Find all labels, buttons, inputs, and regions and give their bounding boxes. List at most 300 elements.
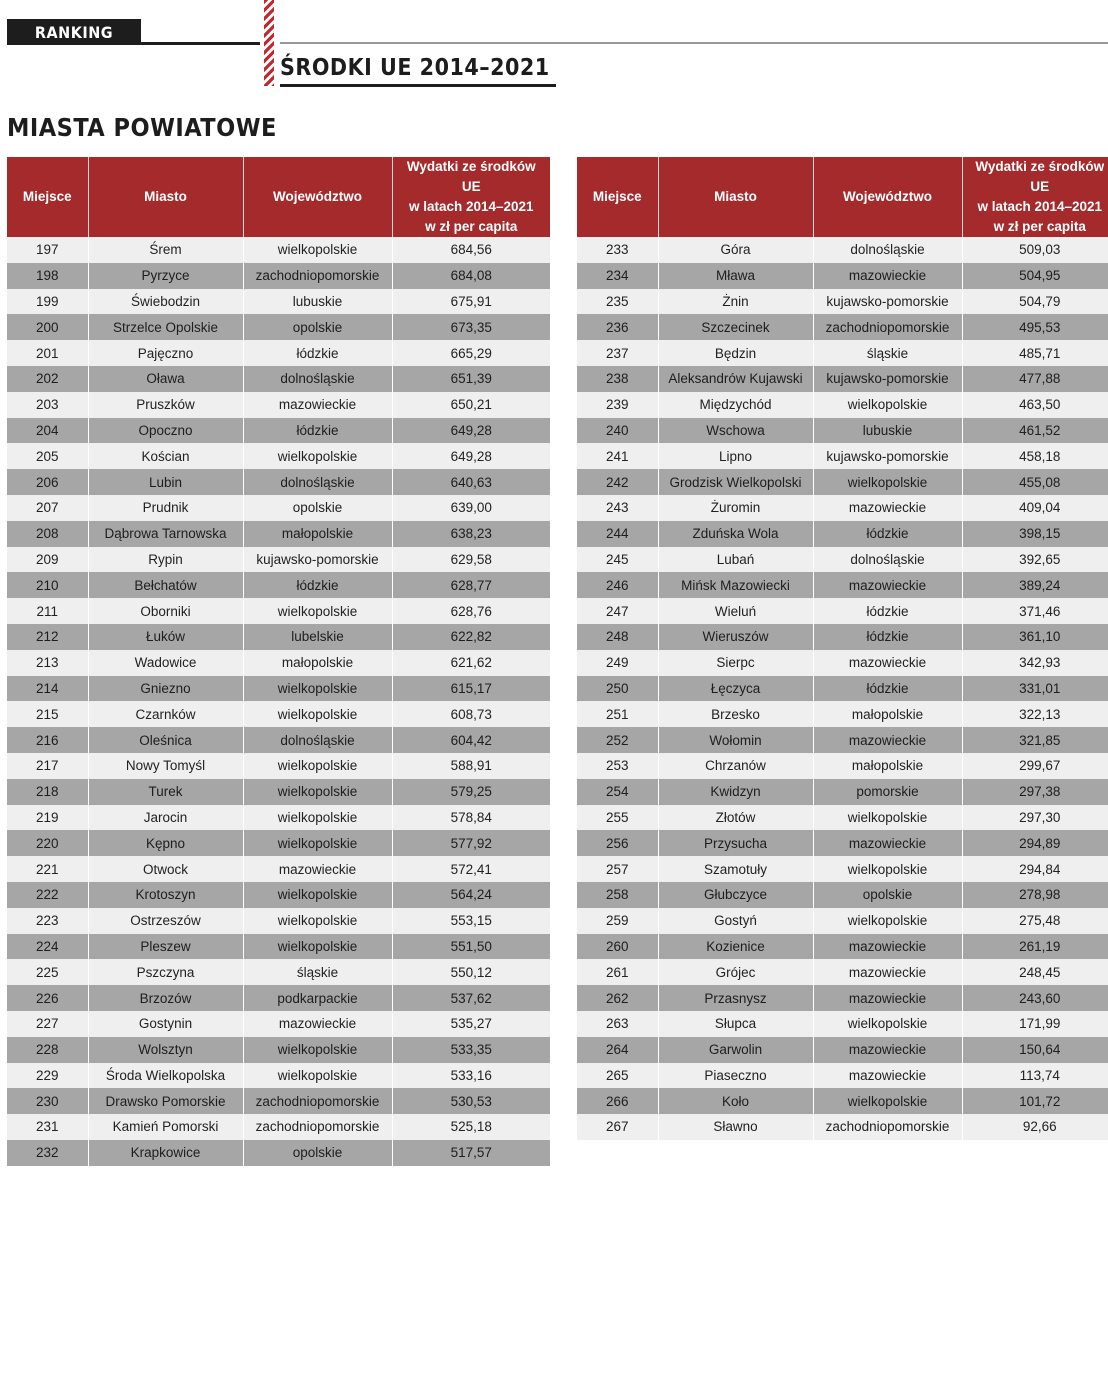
table-row xyxy=(7,908,550,934)
table-row xyxy=(7,985,550,1011)
cell-place: 220 xyxy=(7,830,88,856)
table-row xyxy=(577,598,1108,624)
cell-spending: 504,95 xyxy=(962,263,1108,289)
table-row xyxy=(577,727,1108,753)
cell-place: 204 xyxy=(7,418,88,444)
cell-spending: 495,53 xyxy=(962,314,1108,340)
header-voivodeship: Województwo xyxy=(243,157,392,237)
cell-city: Góra xyxy=(658,237,813,263)
cell-spending: 530,53 xyxy=(392,1088,550,1114)
header-spending xyxy=(962,157,1108,237)
table-row xyxy=(7,263,550,289)
cell-spending: 628,77 xyxy=(392,572,550,598)
cell-voivodeship: mazowieckie xyxy=(813,1037,962,1063)
cell-spending: 517,57 xyxy=(392,1140,550,1166)
table-row xyxy=(7,1011,550,1037)
table-row xyxy=(577,1088,1108,1114)
table-row xyxy=(577,1114,1108,1140)
cell-city: Wschowa xyxy=(658,418,813,444)
cell-place: 244 xyxy=(577,521,658,547)
cell-place: 211 xyxy=(7,598,88,624)
cell-voivodeship: łódzkie xyxy=(813,598,962,624)
table-row xyxy=(577,650,1108,676)
cell-place: 210 xyxy=(7,572,88,598)
table-row xyxy=(7,469,550,495)
cell-spending: 297,38 xyxy=(962,779,1108,805)
cell-spending: 638,23 xyxy=(392,521,550,547)
cell-place: 218 xyxy=(7,779,88,805)
table-header-row xyxy=(577,157,1108,237)
cell-city: Turek xyxy=(88,779,243,805)
cell-place: 200 xyxy=(7,314,88,340)
cell-city: Chrzanów xyxy=(658,753,813,779)
table-row xyxy=(577,908,1108,934)
cell-place: 232 xyxy=(7,1140,88,1166)
cell-voivodeship: mazowieckie xyxy=(243,856,392,882)
cell-spending: 535,27 xyxy=(392,1011,550,1037)
table-row xyxy=(7,882,550,908)
cell-city: Wolsztyn xyxy=(88,1037,243,1063)
cell-voivodeship: małopolskie xyxy=(243,650,392,676)
cell-city: Przasnysz xyxy=(658,985,813,1011)
cell-place: 234 xyxy=(577,263,658,289)
header-spending xyxy=(392,157,550,237)
cell-voivodeship: śląskie xyxy=(813,340,962,366)
table-row xyxy=(7,521,550,547)
header-spending-line: Wydatki ze środków UE xyxy=(406,159,536,194)
cell-voivodeship: mazowieckie xyxy=(813,495,962,521)
cell-place: 223 xyxy=(7,908,88,934)
cell-spending: 485,71 xyxy=(962,340,1108,366)
cell-city: Będzin xyxy=(658,340,813,366)
cell-spending: 621,62 xyxy=(392,650,550,676)
table-row xyxy=(7,1140,550,1166)
cell-spending: 579,25 xyxy=(392,779,550,805)
cell-place: 252 xyxy=(577,727,658,753)
cell-spending: 361,10 xyxy=(962,624,1108,650)
header-city: Miasto xyxy=(658,157,813,237)
table-row xyxy=(7,1063,550,1089)
cell-city: Grodzisk Wielkopolski xyxy=(658,469,813,495)
cell-voivodeship: wielkopolskie xyxy=(813,392,962,418)
cell-voivodeship: wielkopolskie xyxy=(813,856,962,882)
cell-spending: 455,08 xyxy=(962,469,1108,495)
cell-spending: 92,66 xyxy=(962,1114,1108,1140)
cell-spending: 564,24 xyxy=(392,882,550,908)
table-row xyxy=(577,959,1108,985)
cell-spending: 113,74 xyxy=(962,1063,1108,1089)
cell-city: Szczecinek xyxy=(658,314,813,340)
cell-voivodeship: zachodniopomorskie xyxy=(813,1114,962,1140)
cell-city: Pruszków xyxy=(88,392,243,418)
cell-place: 222 xyxy=(7,882,88,908)
cell-place: 216 xyxy=(7,727,88,753)
cell-city: Bełchatów xyxy=(88,572,243,598)
table-row xyxy=(577,366,1108,392)
cell-city: Oleśnica xyxy=(88,727,243,753)
cell-voivodeship: lubuskie xyxy=(813,418,962,444)
cell-spending: 665,29 xyxy=(392,340,550,366)
table-row xyxy=(577,314,1108,340)
cell-place: 245 xyxy=(577,547,658,573)
table-row xyxy=(7,753,550,779)
table-row xyxy=(7,805,550,831)
cell-city: Pyrzyce xyxy=(88,263,243,289)
cell-voivodeship: mazowieckie xyxy=(813,959,962,985)
cell-voivodeship: lubelskie xyxy=(243,624,392,650)
cell-city: Krapkowice xyxy=(88,1140,243,1166)
cell-spending: 509,03 xyxy=(962,237,1108,263)
cell-voivodeship: łódzkie xyxy=(813,624,962,650)
header-spending-line: w latach 2014–2021 xyxy=(977,199,1103,214)
cell-city: Brzesko xyxy=(658,701,813,727)
cell-city: Międzychód xyxy=(658,392,813,418)
table-row xyxy=(7,701,550,727)
cell-voivodeship: mazowieckie xyxy=(813,934,962,960)
table-row xyxy=(577,572,1108,598)
cell-city: Oborniki xyxy=(88,598,243,624)
cell-place: 239 xyxy=(577,392,658,418)
cell-city: Łuków xyxy=(88,624,243,650)
table-row xyxy=(7,495,550,521)
table-row xyxy=(7,779,550,805)
cell-place: 238 xyxy=(577,366,658,392)
cell-city: Sławno xyxy=(658,1114,813,1140)
cell-place: 206 xyxy=(7,469,88,495)
cell-place: 205 xyxy=(7,443,88,469)
cell-voivodeship: dolnośląskie xyxy=(243,727,392,753)
cell-place: 258 xyxy=(577,882,658,908)
cell-voivodeship: kujawsko-pomorskie xyxy=(813,289,962,315)
cell-city: Piaseczno xyxy=(658,1063,813,1089)
cell-city: Strzelce Opolskie xyxy=(88,314,243,340)
cell-spending: 533,35 xyxy=(392,1037,550,1063)
cell-place: 266 xyxy=(577,1088,658,1114)
cell-city: Słupca xyxy=(658,1011,813,1037)
cell-city: Gostyń xyxy=(658,908,813,934)
cell-spending: 297,30 xyxy=(962,805,1108,831)
table-row xyxy=(7,1088,550,1114)
cell-voivodeship: mazowieckie xyxy=(813,830,962,856)
table-row xyxy=(577,856,1108,882)
table-row xyxy=(577,985,1108,1011)
cell-place: 249 xyxy=(577,650,658,676)
cell-city: Garwolin xyxy=(658,1037,813,1063)
cell-place: 202 xyxy=(7,366,88,392)
table-row xyxy=(7,1114,550,1140)
ranking-tag: RANKING xyxy=(7,19,141,45)
cell-spending: 248,45 xyxy=(962,959,1108,985)
cell-city: Brzozów xyxy=(88,985,243,1011)
header-city: Miasto xyxy=(88,157,243,237)
cell-city: Pajęczno xyxy=(88,340,243,366)
cell-city: Grójec xyxy=(658,959,813,985)
table-row xyxy=(577,237,1108,263)
cell-spending: 604,42 xyxy=(392,727,550,753)
cell-city: Mława xyxy=(658,263,813,289)
cell-city: Drawsko Pomorskie xyxy=(88,1088,243,1114)
cell-place: 243 xyxy=(577,495,658,521)
table-body-right xyxy=(577,237,1108,1140)
cell-city: Złotów xyxy=(658,805,813,831)
cell-city: Kamień Pomorski xyxy=(88,1114,243,1140)
cell-voivodeship: kujawsko-pomorskie xyxy=(813,443,962,469)
cell-spending: 622,82 xyxy=(392,624,550,650)
cell-spending: 463,50 xyxy=(962,392,1108,418)
table-row xyxy=(7,237,550,263)
cell-city: Prudnik xyxy=(88,495,243,521)
cell-spending: 673,35 xyxy=(392,314,550,340)
cell-place: 197 xyxy=(7,237,88,263)
table-row xyxy=(577,701,1108,727)
cell-voivodeship: łódzkie xyxy=(243,572,392,598)
cell-voivodeship: mazowieckie xyxy=(243,392,392,418)
cell-place: 246 xyxy=(577,572,658,598)
cell-spending: 322,13 xyxy=(962,701,1108,727)
cell-voivodeship: wielkopolskie xyxy=(813,805,962,831)
cell-place: 240 xyxy=(577,418,658,444)
cell-spending: 553,15 xyxy=(392,908,550,934)
cell-voivodeship: wielkopolskie xyxy=(243,237,392,263)
cell-voivodeship: łódzkie xyxy=(243,340,392,366)
cell-voivodeship: wielkopolskie xyxy=(243,676,392,702)
table-row xyxy=(7,366,550,392)
cell-voivodeship: łódzkie xyxy=(243,418,392,444)
cell-spending: 608,73 xyxy=(392,701,550,727)
cell-spending: 640,63 xyxy=(392,469,550,495)
table-row xyxy=(577,443,1108,469)
table-row xyxy=(7,418,550,444)
cell-place: 207 xyxy=(7,495,88,521)
cell-city: Głubczyce xyxy=(658,882,813,908)
cell-spending: 572,41 xyxy=(392,856,550,882)
cell-voivodeship: śląskie xyxy=(243,959,392,985)
cell-spending: 537,62 xyxy=(392,985,550,1011)
table-row xyxy=(577,830,1108,856)
cell-place: 221 xyxy=(7,856,88,882)
cell-spending: 342,93 xyxy=(962,650,1108,676)
cell-city: Dąbrowa Tarnowska xyxy=(88,521,243,547)
cell-voivodeship: wielkopolskie xyxy=(243,779,392,805)
cell-city: Mińsk Mazowiecki xyxy=(658,572,813,598)
header-voivodeship: Województwo xyxy=(813,157,962,237)
cell-place: 261 xyxy=(577,959,658,985)
table-row xyxy=(577,1063,1108,1089)
cell-voivodeship: wielkopolskie xyxy=(243,1063,392,1089)
cell-spending: 550,12 xyxy=(392,959,550,985)
table-row xyxy=(577,521,1108,547)
cell-city: Wieruszów xyxy=(658,624,813,650)
cell-voivodeship: wielkopolskie xyxy=(813,908,962,934)
cell-city: Nowy Tomyśl xyxy=(88,753,243,779)
cell-place: 199 xyxy=(7,289,88,315)
table-row xyxy=(577,340,1108,366)
cell-spending: 398,15 xyxy=(962,521,1108,547)
table-row xyxy=(577,289,1108,315)
cell-city: Świebodzin xyxy=(88,289,243,315)
cell-voivodeship: mazowieckie xyxy=(243,1011,392,1037)
cell-place: 248 xyxy=(577,624,658,650)
cell-place: 237 xyxy=(577,340,658,366)
cell-spending: 294,89 xyxy=(962,830,1108,856)
cell-voivodeship: mazowieckie xyxy=(813,650,962,676)
cell-voivodeship: wielkopolskie xyxy=(243,805,392,831)
hatch-decoration xyxy=(264,0,274,86)
cell-spending: 392,65 xyxy=(962,547,1108,573)
cell-place: 254 xyxy=(577,779,658,805)
cell-city: Przysucha xyxy=(658,830,813,856)
cell-voivodeship: pomorskie xyxy=(813,779,962,805)
cell-city: Łęczyca xyxy=(658,676,813,702)
ranking-table-left xyxy=(7,157,550,1166)
cell-spending: 389,24 xyxy=(962,572,1108,598)
table-row xyxy=(7,650,550,676)
cell-voivodeship: dolnośląskie xyxy=(243,469,392,495)
cell-spending: 649,28 xyxy=(392,443,550,469)
table-row xyxy=(577,1011,1108,1037)
table-row xyxy=(577,547,1108,573)
table-row xyxy=(7,624,550,650)
table-row xyxy=(577,753,1108,779)
cell-city: Otwock xyxy=(88,856,243,882)
cell-voivodeship: mazowieckie xyxy=(813,985,962,1011)
cell-place: 219 xyxy=(7,805,88,831)
cell-spending: 261,19 xyxy=(962,934,1108,960)
cell-spending: 578,84 xyxy=(392,805,550,831)
cell-place: 198 xyxy=(7,263,88,289)
cell-voivodeship: kujawsko-pomorskie xyxy=(813,366,962,392)
cell-place: 250 xyxy=(577,676,658,702)
cell-spending: 171,99 xyxy=(962,1011,1108,1037)
table-row xyxy=(7,934,550,960)
cell-place: 263 xyxy=(577,1011,658,1037)
cell-voivodeship: dolnośląskie xyxy=(813,237,962,263)
cell-city: Rypin xyxy=(88,547,243,573)
cell-voivodeship: lubuskie xyxy=(243,289,392,315)
cell-voivodeship: wielkopolskie xyxy=(243,701,392,727)
cell-place: 247 xyxy=(577,598,658,624)
cell-spending: 299,67 xyxy=(962,753,1108,779)
cell-voivodeship: mazowieckie xyxy=(813,727,962,753)
cell-voivodeship: mazowieckie xyxy=(813,263,962,289)
table-row xyxy=(577,418,1108,444)
cell-place: 213 xyxy=(7,650,88,676)
table-row xyxy=(577,676,1108,702)
cell-city: Pleszew xyxy=(88,934,243,960)
ranking-rule xyxy=(7,42,260,45)
cell-spending: 504,79 xyxy=(962,289,1108,315)
cell-spending: 629,58 xyxy=(392,547,550,573)
cell-voivodeship: mazowieckie xyxy=(813,1063,962,1089)
cell-city: Żuromin xyxy=(658,495,813,521)
cell-city: Pszczyna xyxy=(88,959,243,985)
table-row xyxy=(577,805,1108,831)
table-row xyxy=(7,830,550,856)
table-row xyxy=(577,392,1108,418)
cell-voivodeship: opolskie xyxy=(243,495,392,521)
section-title-rule xyxy=(280,84,556,87)
cell-place: 264 xyxy=(577,1037,658,1063)
cell-spending: 684,08 xyxy=(392,263,550,289)
cell-voivodeship: zachodniopomorskie xyxy=(813,314,962,340)
cell-voivodeship: wielkopolskie xyxy=(243,753,392,779)
cell-spending: 331,01 xyxy=(962,676,1108,702)
cell-city: Aleksandrów Kujawski xyxy=(658,366,813,392)
cell-spending: 577,92 xyxy=(392,830,550,856)
cell-place: 233 xyxy=(577,237,658,263)
cell-voivodeship: podkarpackie xyxy=(243,985,392,1011)
cell-city: Kościan xyxy=(88,443,243,469)
table-row xyxy=(7,856,550,882)
table-header-row xyxy=(7,157,550,237)
cell-place: 229 xyxy=(7,1063,88,1089)
cell-spending: 461,52 xyxy=(962,418,1108,444)
cell-spending: 243,60 xyxy=(962,985,1108,1011)
cell-place: 241 xyxy=(577,443,658,469)
cell-city: Krotoszyn xyxy=(88,882,243,908)
cell-city: Koło xyxy=(658,1088,813,1114)
cell-voivodeship: wielkopolskie xyxy=(243,908,392,934)
cell-spending: 651,39 xyxy=(392,366,550,392)
header-spending-line: w latach 2014–2021 xyxy=(408,199,534,214)
cell-place: 226 xyxy=(7,985,88,1011)
cell-city: Lipno xyxy=(658,443,813,469)
cell-voivodeship: kujawsko-pomorskie xyxy=(243,547,392,573)
cell-place: 217 xyxy=(7,753,88,779)
cell-place: 230 xyxy=(7,1088,88,1114)
cell-voivodeship: małopolskie xyxy=(243,521,392,547)
table-row xyxy=(577,263,1108,289)
cell-spending: 275,48 xyxy=(962,908,1108,934)
table-row xyxy=(7,340,550,366)
cell-place: 235 xyxy=(577,289,658,315)
cell-spending: 588,91 xyxy=(392,753,550,779)
cell-city: Opoczno xyxy=(88,418,243,444)
top-rule xyxy=(280,42,1108,44)
cell-spending: 628,76 xyxy=(392,598,550,624)
cell-city: Śrem xyxy=(88,237,243,263)
cell-place: 236 xyxy=(577,314,658,340)
cell-voivodeship: małopolskie xyxy=(813,701,962,727)
cell-voivodeship: wielkopolskie xyxy=(243,1037,392,1063)
cell-voivodeship: wielkopolskie xyxy=(813,1011,962,1037)
table-row xyxy=(577,624,1108,650)
cell-city: Lubań xyxy=(658,547,813,573)
cell-city: Kwidzyn xyxy=(658,779,813,805)
cell-spending: 551,50 xyxy=(392,934,550,960)
cell-place: 208 xyxy=(7,521,88,547)
cell-voivodeship: zachodniopomorskie xyxy=(243,1088,392,1114)
cell-place: 227 xyxy=(7,1011,88,1037)
cell-voivodeship: wielkopolskie xyxy=(243,443,392,469)
cell-voivodeship: wielkopolskie xyxy=(243,882,392,908)
cell-voivodeship: zachodniopomorskie xyxy=(243,263,392,289)
table-row xyxy=(7,598,550,624)
table-row xyxy=(7,727,550,753)
cell-spending: 650,21 xyxy=(392,392,550,418)
cell-place: 259 xyxy=(577,908,658,934)
table-row xyxy=(577,934,1108,960)
cell-voivodeship: dolnośląskie xyxy=(813,547,962,573)
cell-voivodeship: opolskie xyxy=(813,882,962,908)
table-row xyxy=(7,959,550,985)
cell-spending: 150,64 xyxy=(962,1037,1108,1063)
cell-city: Kozienice xyxy=(658,934,813,960)
cell-voivodeship: łódzkie xyxy=(813,676,962,702)
cell-place: 224 xyxy=(7,934,88,960)
cell-voivodeship: małopolskie xyxy=(813,753,962,779)
cell-place: 201 xyxy=(7,340,88,366)
